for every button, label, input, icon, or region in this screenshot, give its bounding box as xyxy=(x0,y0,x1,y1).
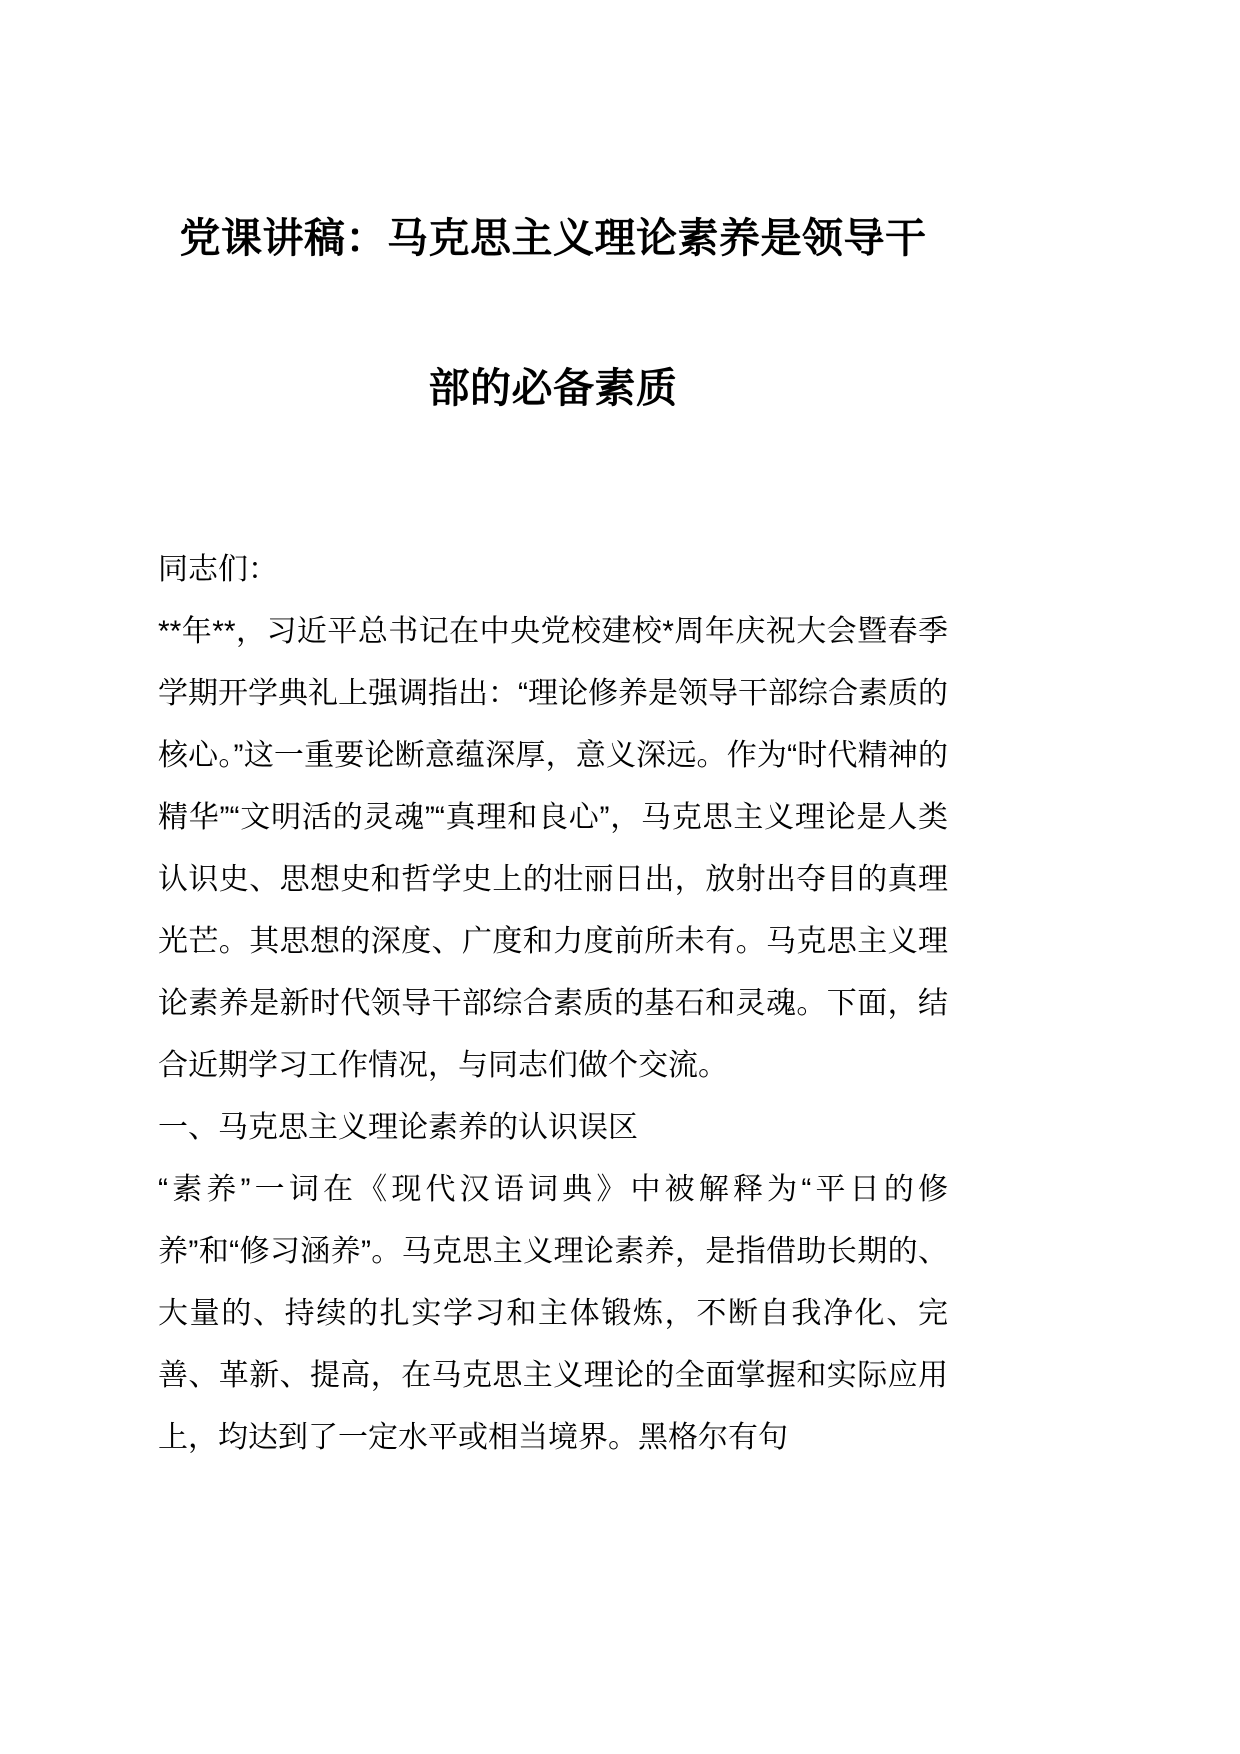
salutation: 同志们： xyxy=(158,553,278,586)
body-paragraph-2: “素养”一词在《现代汉语词典》中被解释为“平日的修养”和“修习涵养”。马克思主义理论素养，是指借助长期的、大量的、持续的扎实学习和主体锻炼，不断自我净化、完善、革新、提高，在马克思主义理论的全面掌握和实际应用上，均达到了一定水平或相当境界。黑格尔有句 xyxy=(158,1173,948,1454)
page-title-line-2: 部的必备素质 xyxy=(428,365,678,411)
document-body xyxy=(158,539,948,1469)
page-title-line-1: 党课讲稿：马克思主义理论素养是领导干 xyxy=(179,215,927,261)
document-content xyxy=(158,0,948,1469)
body-paragraph-1: **年**，习近平总书记在中央党校建校*周年庆祝大会暨春季学期开学典礼上强调指出：“理论修养是领导干部综合素质的核心。”这一重要论断意蕴深厚，意义深远。作为“时代精神的精华”“文明活的灵魂”“真理和良心”，马克思主义理论是人类认识史、思想史和哲学史上的壮丽日出，放射出夺目的真理光芒。其思想的深度、广度和力度前所未有。马克思主义理论素养是新时代领导干部综合素质的基石和灵魂。下面，结合近期学习工作情况，与同志们做个交流。 xyxy=(158,615,948,1082)
page-title xyxy=(158,0,948,463)
section-heading-1: 一、马克思主义理论素养的认识误区 xyxy=(158,1111,638,1144)
